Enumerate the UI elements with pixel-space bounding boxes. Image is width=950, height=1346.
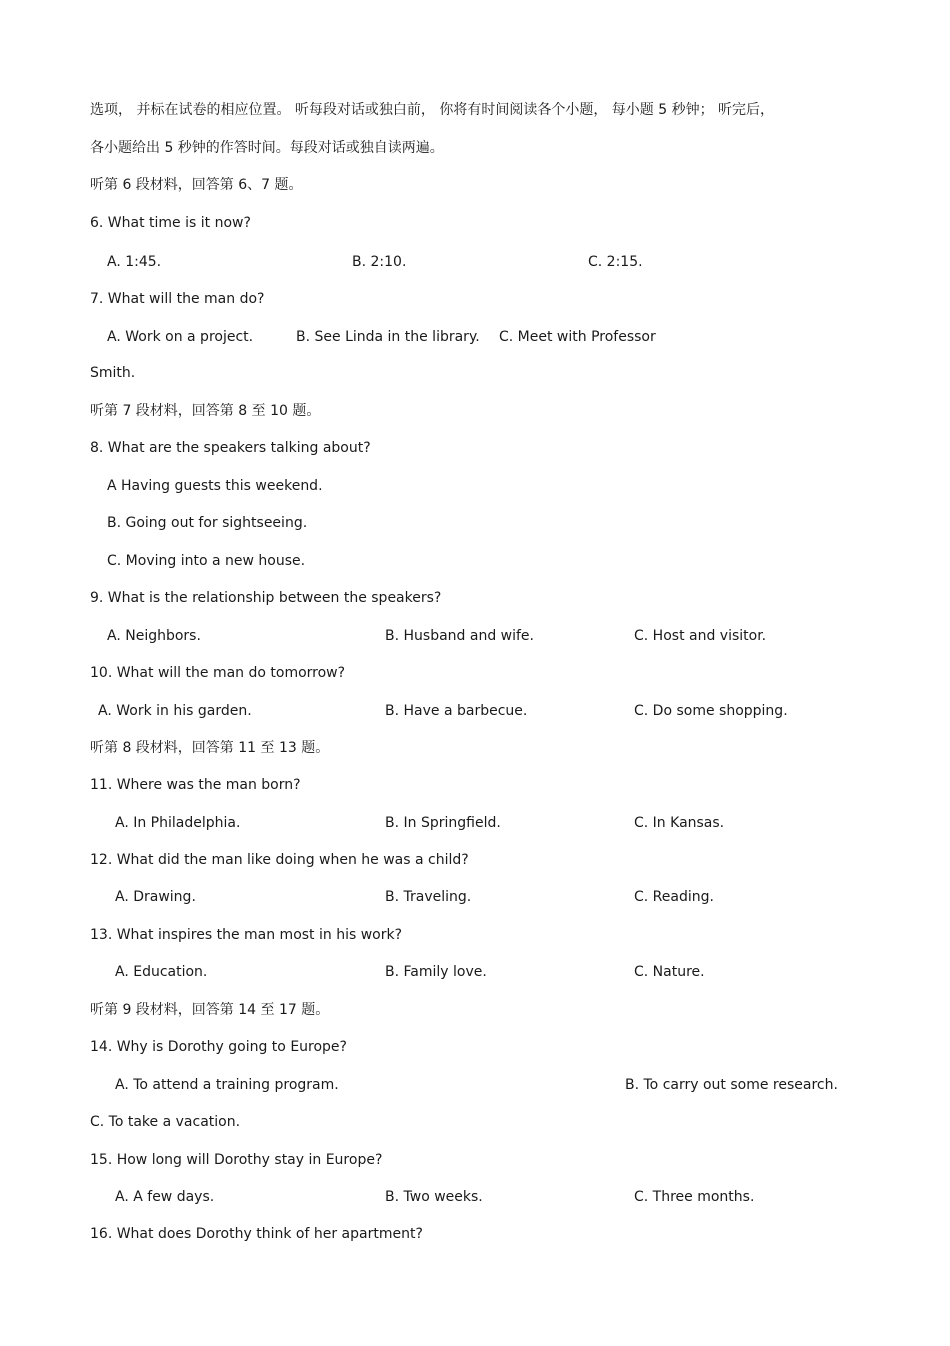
question-11-option-a: A. In Philadelphia.	[115, 815, 241, 831]
question-15-option-b: B. Two weeks.	[385, 1189, 483, 1205]
question-12-option-a: A. Drawing.	[115, 889, 196, 905]
question-13-option-b: B. Family love.	[385, 964, 487, 980]
question-15-stem: 15. How long will Dorothy stay in Europe?	[90, 1152, 383, 1168]
question-11-option-b: B. In Springfield.	[385, 815, 501, 831]
question-8-option-a: A Having guests this weekend.	[107, 478, 323, 494]
question-8-option-c: C. Moving into a new house.	[107, 553, 306, 569]
question-7-option-c: C. Meet with Professor	[499, 329, 656, 345]
question-9-option-b: B. Husband and wife.	[385, 628, 534, 644]
question-6-option-a: A. 1:45.	[107, 254, 162, 270]
question-9-option-c: C. Host and visitor.	[634, 628, 767, 644]
question-6-stem: 6. What time is it now?	[90, 215, 251, 231]
question-15-option-a: A. A few days.	[115, 1189, 215, 1205]
question-14-option-b: B. To carry out some research.	[625, 1077, 838, 1093]
question-10-option-a: A. Work in his garden.	[98, 703, 252, 719]
question-14-stem: 14. Why is Dorothy going to Europe?	[90, 1039, 347, 1055]
question-6-option-b: B. 2:10.	[352, 254, 407, 270]
question-11-stem: 11. Where was the man born?	[90, 777, 301, 793]
question-13-option-c: C. Nature.	[634, 964, 705, 980]
question-15-option-c: C. Three months.	[634, 1189, 755, 1205]
section-heading-7: 听第 7 段材料，回答第 8 至 10 题。	[90, 403, 321, 419]
question-8-stem: 8. What are the speakers talking about?	[90, 440, 371, 456]
question-14-option-a: A. To attend a training program.	[115, 1077, 339, 1093]
question-6-option-c: C. 2:15.	[588, 254, 643, 270]
section-heading-6: 听第 6 段材料，回答第 6、7 题。	[90, 177, 303, 193]
intro-line-1: 选项， 并标在试卷的相应位置。 听每段对话或独白前， 你将有时间阅读各个小题， 每小题 5 秒钟； 听完后，	[90, 102, 775, 118]
question-13-stem: 13. What inspires the man most in his work?	[90, 927, 403, 943]
question-14-option-c: C. To take a vacation.	[90, 1114, 241, 1130]
intro-line-2: 各小题给出 5 秒钟的作答时间。每段对话或独自读两遍。	[90, 140, 444, 156]
question-12-option-b: B. Traveling.	[385, 889, 472, 905]
question-9-option-a: A. Neighbors.	[107, 628, 201, 644]
question-13-option-a: A. Education.	[115, 964, 208, 980]
question-10-option-c: C. Do some shopping.	[634, 703, 788, 719]
question-9-stem: 9. What is the relationship between the speakers?	[90, 590, 442, 606]
question-8-option-b: B. Going out for sightseeing.	[107, 515, 308, 531]
question-7-option-c-continued: Smith.	[90, 365, 136, 381]
question-12-option-c: C. Reading.	[634, 889, 714, 905]
section-heading-9: 听第 9 段材料，回答第 14 至 17 题。	[90, 1002, 330, 1018]
question-7-stem: 7. What will the man do?	[90, 291, 265, 307]
question-10-stem: 10. What will the man do tomorrow?	[90, 665, 346, 681]
question-7-option-b: B. See Linda in the library.	[296, 329, 480, 345]
question-11-option-c: C. In Kansas.	[634, 815, 725, 831]
section-heading-8: 听第 8 段材料，回答第 11 至 13 题。	[90, 740, 330, 756]
question-10-option-b: B. Have a barbecue.	[385, 703, 528, 719]
question-7-option-a: A. Work on a project.	[107, 329, 254, 345]
question-12-stem: 12. What did the man like doing when he was a child?	[90, 852, 469, 868]
question-16-stem: 16. What does Dorothy think of her apartment?	[90, 1226, 423, 1242]
